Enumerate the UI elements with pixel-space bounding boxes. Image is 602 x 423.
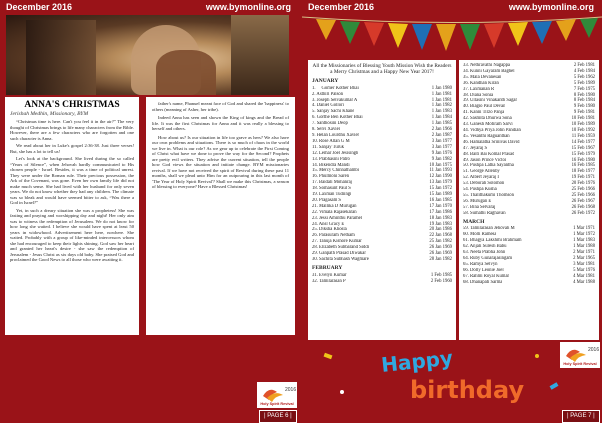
birthday-date: 15 Jan 1989: [429, 192, 452, 198]
article-byline: Jerishah Medhin, Missionary, BYM: [10, 111, 89, 117]
page-6: [0, 0, 299, 423]
header-date: December 2016: [6, 2, 73, 12]
birthday-date: 7 Feb 1975: [573, 86, 595, 92]
svg-text:birthday: birthday: [410, 376, 525, 404]
birthday-name-text: 37. Laxmanan R: [463, 86, 495, 92]
birthday-row: [312, 257, 452, 263]
birthday-name-text: 65. Ramya Selvyn: [463, 261, 498, 267]
birthday-name-text: 41. Kanni Tirzo Panja: [463, 110, 505, 116]
birthday-name-text: 53. Deborah Solomon: [463, 181, 505, 187]
birthday-name-text: 27. Tanuja Kishore Kumar: [312, 239, 362, 245]
page-header: [0, 0, 299, 15]
birthday-name-text: Gomer Kother Bhai: [321, 85, 359, 91]
header-url[interactable]: www.bymonline.org: [508, 2, 594, 12]
birthday-month: FEBRUARY: [312, 264, 343, 271]
birthday-name-text: 3. Joseph Selvakumar A: [312, 97, 358, 103]
birthday-name-text: 66. Dolly Leonie Joel: [463, 267, 504, 273]
birthday-date: 25 Jan 1982: [429, 239, 452, 245]
birthday-name-text: 11. Sanjay Turuk: [312, 144, 344, 150]
birthday-date: 9 Jan 1982: [431, 156, 452, 162]
birthday-name-text: 52. Albert Jeyaraj I: [463, 175, 499, 181]
birthday-name-text: 44. Vidhya Priya John Pandian: [463, 127, 521, 133]
birthday-date: 5 Feb 1962: [573, 74, 595, 80]
article-column-1: [5, 97, 139, 335]
article-caption: Anna, (which means 'grace') saw the 'face of God' that: [6, 326, 111, 331]
birthday-name-text: 55. Thalithakumi Thomson: [463, 192, 514, 198]
birthday-name-text: 16. Phulmoni Saren: [312, 174, 350, 180]
birthday-date: 16 Feb 1980: [571, 157, 595, 163]
birthday-date: 2 Feb 1960: [430, 278, 452, 284]
birthday-name-text: 30. Sachita Subhash Wagmare: [312, 257, 369, 262]
bunting-flags-decoration: [302, 14, 602, 56]
holy-spirit-revival-logo: [257, 382, 297, 408]
nativity-photo: [6, 15, 289, 95]
header-date: December 2016: [308, 2, 375, 12]
birthday-date: 20 Feb 1976: [571, 181, 595, 187]
birthday-date: 11 Jan 1993: [429, 168, 452, 174]
birthday-month: JANUARY: [312, 77, 339, 84]
birthday-row: [312, 279, 452, 285]
birthday-name-text: 15. Mercy Chinnathambi: [312, 168, 359, 174]
birthday-name: [463, 211, 506, 217]
birthday-date: 28 Jan 1982: [429, 257, 452, 262]
birthday-name-text: 48. Baiti Bai Komal Prasad: [463, 151, 515, 157]
birthday-name-text: 63. Neeta Prabha John: [463, 250, 506, 256]
birthday-date: 2 Jan 1987: [431, 132, 452, 138]
birthday-date: 25 Feb 1966: [571, 192, 595, 198]
birthday-date: 2 Feb 1981: [573, 63, 595, 68]
birthday-date: 17 Jan 1986: [429, 209, 452, 215]
birthday-name-text: 7. Santhosini Deop: [312, 121, 348, 127]
birthday-date: 1 Mar 1971: [573, 226, 595, 232]
birthday-name-text: 29. Ganpath Prasad Diwakar: [312, 251, 366, 257]
birthday-name-text: 26. Parasuram Netham: [312, 233, 355, 239]
birthday-date: 4 Mar 1981: [573, 273, 595, 279]
birthday-name-text: 2. Asthiri Palson: [312, 91, 344, 97]
birthday-name-text: 34. Kunni Gayaram Baghel: [463, 68, 515, 74]
birthday-name-text: 58. Sumathi Raghavan: [463, 210, 506, 216]
birthday-name-text: 57. Bina Selvaraj: [463, 204, 496, 210]
birthday-name-text: 50. Pushpa Latha Sayantha: [463, 163, 514, 169]
birthday-date: 1 Jan 1981: [431, 97, 452, 103]
svg-text:Holy Spirit Revival: Holy Spirit Revival: [563, 362, 597, 366]
birthday-date: 16 Jan 1985: [429, 197, 452, 203]
article-paragraph: We read about her in Luke's gospel 2:36-38. Just three verses! But, she has a lot to tell us!: [10, 143, 134, 154]
birthday-date: 3 Mar 1981: [573, 261, 595, 267]
svg-text:Holy Spirit Revival: Holy Spirit Revival: [260, 402, 294, 406]
birthday-name-text: 62. Anjali Suresh Babu: [463, 244, 507, 250]
birthday-name-text: 54. Pushpa Kusha: [463, 187, 497, 193]
birthday-date: 25 Feb 1966: [571, 187, 595, 193]
birthday-date: 1 Jan 1985: [431, 121, 452, 127]
birthday-date: 26 Feb 1968: [571, 204, 595, 210]
birthday-date: 2 Mar 1965: [573, 256, 595, 261]
birthday-date: 1 Jan 1984: [431, 115, 452, 121]
birthday-name-text: 20. Pragasam S: [312, 197, 342, 203]
birthday-name-text: 13. Prabhasini Patro: [312, 156, 350, 162]
birthday-date: 1 Mar 1972: [573, 232, 595, 238]
birthday-name-text: 40. Biagio Paul Devan: [463, 104, 506, 110]
birthday-name-text: 22. Vimala Rajasekaran: [312, 209, 357, 215]
birthday-name-text: 68. Dhanapati Sarma: [463, 279, 503, 285]
birthday-date: 10 Feb 1981: [571, 116, 595, 122]
article-paragraph: Yet, in such a dreary situation she was a prophetess! She was fasting and praying and worshipping day and night! Her only aim was to witness the redemption of Jerusalem. We do not know for how long she waited. I believe she would have spent at least 50 years in widowhood. Advertisement here here, nowhere. She waited. Probably with a group of like-minded intercessors whom she had encouraged to keep their lights shining. God saw her heart and granted her heart's desire - she saw the redemption of Jerusalem - Jesus Christ as six days old baby. She praised God and proclaimed the Good News to all those who were awaiting it.: [10, 207, 134, 262]
birthday-name-text: 43. Ganesh Motiram Sarvi: [463, 122, 513, 128]
article-paragraph: “Christmas time is here. Can't you feel it in the air?” The very thought of Christmas brings to life many characters from the Bible. However, there are a few characters who are forgotten and one such character is Anna.: [10, 119, 134, 141]
birthday-name-text: 67. Rahmi Royal Kumar: [463, 273, 510, 279]
birthday-name-text: 8. Selvi Xavier: [312, 127, 341, 133]
birthday-date: 19 Feb 1971: [571, 175, 595, 181]
birthday-name-text: 14. Bikendra Mandi: [312, 162, 350, 168]
birthday-name-text: 10. Rose Allan G M: [312, 138, 350, 144]
page-header: [302, 0, 602, 15]
birthday-name: [312, 257, 369, 263]
birthday-date: 15 Jan 1972: [429, 186, 452, 192]
birthday-date: 1 Jan 1980: [431, 85, 452, 91]
article-paragraph: Indeed Anna has seen and shown the King of kings and the Bread of life. It was the first Christmas for Anna and it was really a blessing to herself and others.: [152, 115, 289, 131]
birthday-name-text: 64. Ruby Gunarajasingam: [463, 256, 513, 261]
birthday-date: 22 Jan 1968: [429, 233, 452, 239]
birthday-date: 11 Feb 1959: [571, 133, 595, 139]
birthday-date: 5 Mar 1976: [573, 267, 595, 273]
birthday-date: 8 Feb 1980: [573, 92, 595, 98]
birthday-date: 4 Feb 1984: [573, 68, 595, 74]
holy-spirit-revival-logo: [560, 342, 600, 368]
birthday-name-text: 28. Elizabeth Subbarand Siddi: [312, 245, 370, 251]
birthday-date: 16 Feb 1985: [571, 163, 595, 169]
birthday-name-text: 23. Jessi Aminthu Paramel: [312, 215, 362, 221]
birthday-name-text: 4. Daniel Gollori: [312, 103, 344, 109]
birthday-row: [463, 211, 595, 217]
birthday-name-text: 46. Hamalatha Srinivas David: [463, 139, 520, 145]
birthday-name-text: 47. Jeyaraj S: [463, 145, 488, 151]
birthday-date: 14 Feb 1977: [571, 139, 595, 145]
birthday-date: 9 Feb 1981: [573, 110, 595, 116]
birthday-date: 15 Feb 1967: [571, 145, 595, 151]
birthday-date: 1 Jan 1983: [431, 109, 452, 115]
birthday-date: 5 Feb 1989: [573, 80, 595, 86]
birthday-name-text: 12. Lemar Joel Jesisingh: [312, 150, 359, 156]
birthday-name-text: 25. Diksha Khosla: [312, 227, 347, 233]
header-url[interactable]: www.bymonline.org: [205, 2, 291, 12]
birthday-name-text: 9. Helan Lourdhu Xavier: [312, 132, 360, 138]
birthday-date: 1 Jan 1982: [431, 103, 452, 109]
birthday-name-text: 19. Laxman Tudiingi: [312, 192, 352, 198]
svg-text:Happy: Happy: [380, 345, 455, 377]
birthday-name-text: 42. Sasmita Dhurwa Sona: [463, 116, 512, 122]
birthday-date: 3 Jan 1977: [431, 144, 452, 150]
birthday-name-text: 61. Bhagya Lakshmi Brahmam: [463, 238, 522, 244]
birthday-date: 17 Jan 1970: [429, 203, 452, 209]
birthday-date: 18 Feb 1977: [571, 169, 595, 175]
birthday-date: 1 Mar 1983: [573, 238, 595, 244]
birthday-date: 10 Jan 1975: [429, 162, 452, 168]
birthday-date: 12 Jan 1990: [429, 174, 452, 180]
birthday-date: 26 Jan 1969: [429, 245, 452, 251]
birthday-name-text: 18. Somasunt Paul S: [312, 186, 351, 192]
birthday-date: 9 Jan 1976: [431, 150, 452, 156]
birthday-name-text: 49. Jason Prince Victor: [463, 157, 507, 163]
birthday-intro: All the Missionaries of Blessing Youth Mission Wish the Readers a Merry Christmas and a Happy New Year 2017!: [312, 63, 452, 76]
article-column-2: [146, 97, 295, 335]
page-7: [302, 0, 602, 423]
happy-birthday-graphic: [322, 344, 562, 404]
birthday-name: [312, 279, 346, 285]
birthday-name-text: 36. Kandhan Kiran: [463, 80, 499, 86]
birthday-name-text: 51. George Allenby: [463, 169, 500, 175]
birthday-name-text: 17. Baidali Mohanraj: [312, 180, 352, 186]
birthday-name-text: 33. Nethravathi Nagappa: [463, 63, 510, 68]
article-paragraph: How about us? Is our situation in life too grave as hers? We also have our own problems and situations. There is so much of chaos in the world we live in. What is our role? As we gear up to celebrate the First Coming of Christ what have we done to prove the way for the Second? Prophets are pretty evil writers. They advise the current situation, tell the people how God views the situation and initiate change. BYM missionaries revival. If we have not received the spirit of Revival during these past 11 months, shall we plead unto Him for an outpouring in this last month of 'The Year of Holy Spirit Revival'? Shall we make this Christmas, a season of blessing to everyone? Have a Blessed Christmas!: [152, 134, 289, 189]
birthday-name-text: 32. Tamilarasan P: [312, 278, 346, 284]
birthday-date: 1 Feb 1985: [430, 272, 452, 278]
birthday-month: MARCH: [463, 218, 485, 225]
birthday-list-column-1: [308, 60, 456, 340]
birthday-list-column-2: [459, 60, 599, 340]
birthday-name-text: 38. Diana Sonia: [463, 92, 494, 98]
birthday-row: [463, 280, 595, 286]
birthday-name-text: 45. Vesanthi Raguanthan: [463, 133, 510, 139]
page-number: | PAGE 6 |: [259, 410, 297, 423]
birthday-name-text: 6. Gorthe Ben Kother Bhai: [312, 115, 363, 121]
birthday-date: 26 Jan 1969: [429, 251, 452, 257]
birthday-date: 9 Feb 1980: [573, 104, 595, 110]
birthday-name-text: 31. Evelyn Kumar: [312, 272, 347, 278]
birthday-date: 4 Mar 1988: [573, 279, 595, 285]
birthday-date: 13 Jan 1979: [429, 180, 452, 186]
birthday-name: [463, 280, 502, 286]
birthday-date: 1 Mar 1988: [573, 244, 595, 250]
page-number: | PAGE 7 |: [562, 410, 600, 423]
birthday-date: 2 Jan 1966: [431, 127, 452, 133]
birthday-date: 3 Jan 1977: [431, 138, 452, 144]
birthday-date: 10 Feb 1989: [571, 122, 595, 128]
birthday-name-text: 35. Mala Devanesan: [463, 74, 502, 80]
article-title: ANNA'S CHRISTMAS: [24, 100, 120, 110]
svg-text:2016: 2016: [588, 347, 600, 353]
birthday-date: 26 Feb 1972: [571, 210, 595, 216]
birthday-name-text: 21. Mallika D Murugan: [312, 203, 357, 209]
birthday-name-text: 39. Ullasini Vinakanth Sagar: [463, 98, 518, 104]
birthday-number: 1.: [312, 85, 316, 91]
birthday-name-text: 56. Murugan E: [463, 198, 492, 204]
birthday-name-text: 5. Sanjay Sachi Khane: [312, 109, 355, 115]
birthday-date: 19 Jan 1983: [429, 221, 452, 227]
article-paragraph: father's name, Phanuel meant face of God and shared the 'happiness' to others (meaning of Asher, her tribe).: [152, 101, 289, 112]
birthday-date: 26 Feb 1967: [571, 198, 595, 204]
birthday-date: 1 Jan 1981: [431, 91, 452, 97]
birthday-date: 8 Feb 1984: [573, 98, 595, 104]
birthday-date: 2 Mar 1971: [573, 250, 595, 256]
birthday-name-text: 60. Molli Ramesa: [463, 232, 497, 238]
birthday-name-text: 24. Ansl Gracy E: [312, 221, 345, 227]
birthday-name-text: 59. Tamilarasan Jehovah M: [463, 226, 515, 232]
birthday-date: 10 Feb 1992: [571, 127, 595, 133]
birthday-date: 20 Jan 1986: [429, 227, 452, 233]
svg-text:2016: 2016: [285, 387, 297, 393]
birthday-date: 18 Jan 1983: [429, 215, 452, 221]
article-paragraph: Let's look at the background. She lived during the so called “Years of Silence”, when Jehovah hardly communicated to His chosen people - Israel. Besides, it was a time of political unrest. They were under the Roman rule. Their precious possession, the Ark of the Covenant, was gone. Even her own family life did not make much sense. She had lived with her husband for only seven years. We do not know whether they had any children. The climate was so bleak and would have seemed bitter to ask, “Was there a God in Israel?”: [10, 156, 134, 205]
birthday-date: 15 Feb 1979: [571, 151, 595, 157]
